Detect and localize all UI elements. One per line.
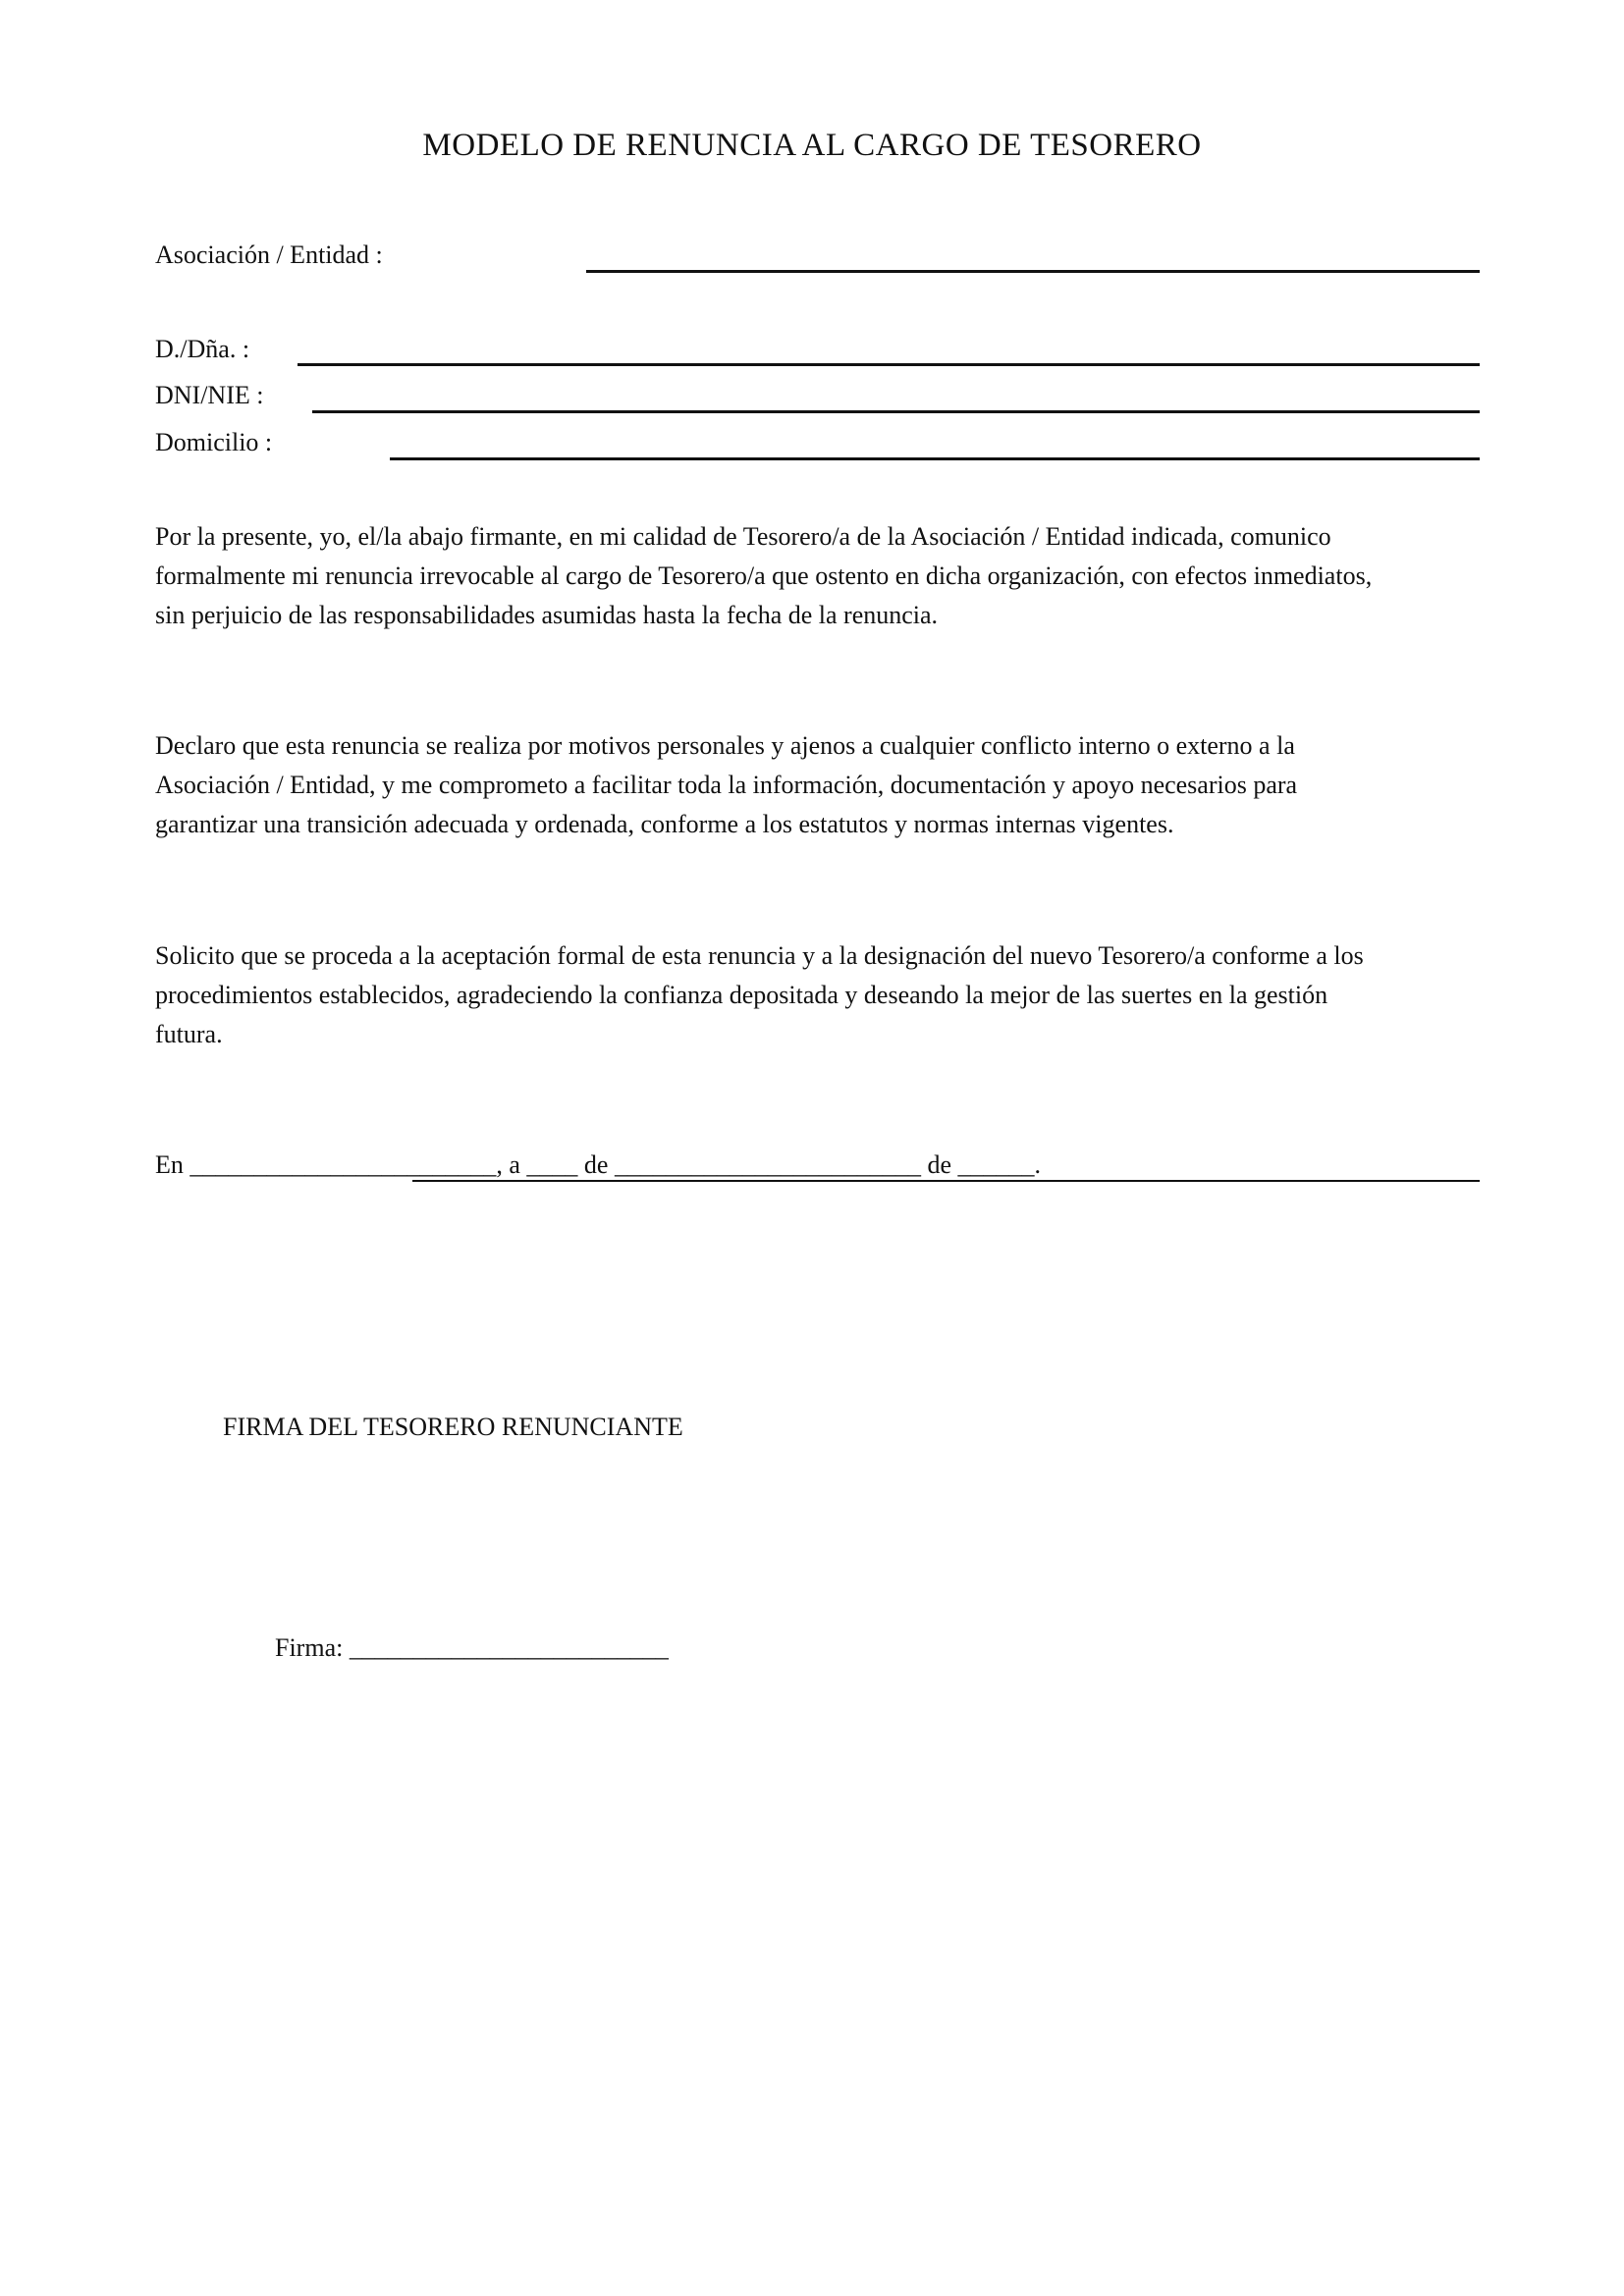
document-title: MODELO DE RENUNCIA AL CARGO DE TESORERO (422, 128, 1202, 163)
paragraph-declaration (155, 726, 1481, 844)
signature-line[interactable]: Firma: _________________________ (275, 1633, 669, 1662)
paragraph-line: Asociación / Entidad, y me comprometo a facilitar toda la información, documentación y apoyo necesarios para (155, 771, 1298, 799)
entity-field-line[interactable] (586, 270, 1480, 273)
paragraph-line: futura. (155, 1020, 223, 1048)
place-date-underline (412, 1180, 1480, 1182)
address-field-label: Domicilio : (155, 428, 273, 456)
paragraph-line: formalmente mi renuncia irrevocable al cargo de Tesorero/a que ostento en dicha organización, con efectos inmediatos, (155, 561, 1373, 590)
place-date-line[interactable]: En ________________________, a ____ de ________________________ de ______. (155, 1150, 1042, 1179)
paragraph-line: procedimientos establecidos, agradeciendo la confianza depositada y deseando la mejor de las suertes en la gestión (155, 981, 1328, 1009)
paragraph-resignation (155, 517, 1481, 635)
paragraph-line: Por la presente, yo, el/la abajo firmante, en mi calidad de Tesorero/a de la Asociación / Entidad indicada, comunico (155, 522, 1331, 551)
paragraph-line: Solicito que se proceda a la aceptación formal de esta renuncia y a la designación del nuevo Tesorero/a conforme a los (155, 941, 1364, 970)
name-field-label: D./Dña. : (155, 335, 250, 363)
address-field-line[interactable] (390, 457, 1480, 460)
paragraph-line: sin perjuicio de las responsabilidades asumidas hasta la fecha de la renuncia. (155, 601, 939, 629)
name-field-line[interactable] (298, 363, 1480, 366)
paragraph-request (155, 936, 1481, 1054)
id-field-label: DNI/NIE : (155, 381, 264, 409)
id-field-line[interactable] (312, 410, 1480, 413)
signature-heading: FIRMA DEL TESORERO RENUNCIANTE (223, 1413, 683, 1441)
paragraph-line: garantizar una transición adecuada y ordenada, conforme a los estatutos y normas internas vigentes. (155, 810, 1174, 838)
paragraph-line: Declaro que esta renuncia se realiza por motivos personales y ajenos a cualquier conflicto interno o externo a la (155, 731, 1295, 760)
entity-field-label: Asociación / Entidad : (155, 240, 383, 269)
